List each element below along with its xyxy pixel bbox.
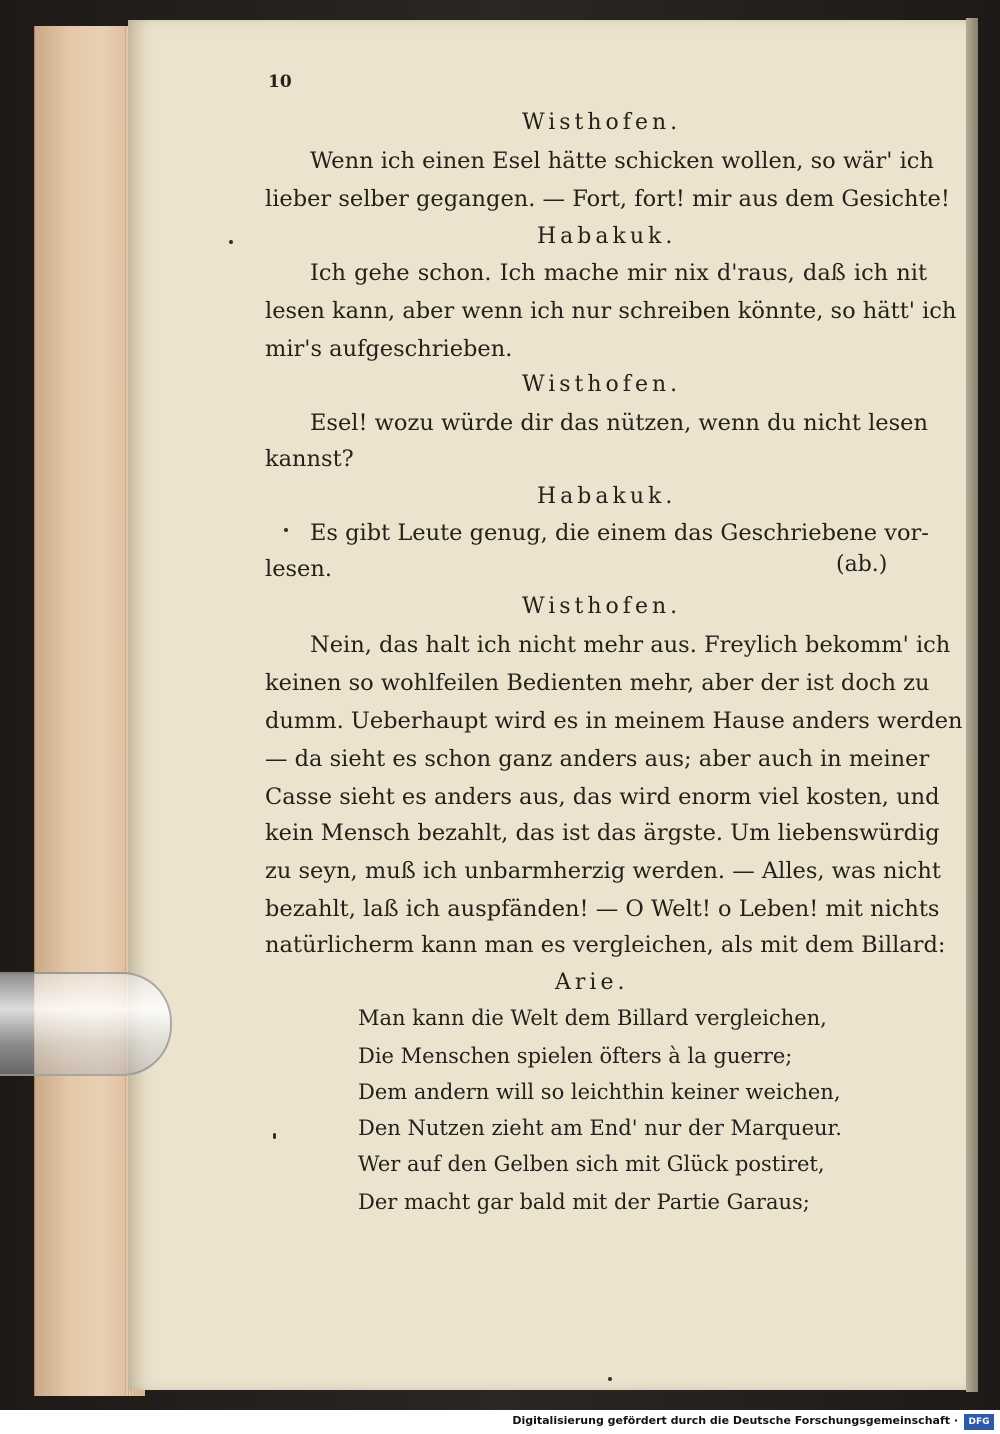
body-line: lieber selber gegangen. — Fort, fort! mir aus dem Gesichte!: [265, 186, 950, 212]
body-line: keinen so wohlfeilen Bedienten mehr, aber der ist doch zu: [265, 670, 930, 696]
body-line: kannst?: [265, 446, 354, 472]
footer-bar: [0, 1410, 1000, 1434]
footer-credit: Digitalisierung gefördert durch die Deutsche Forschungsgemeinschaft ·: [512, 1414, 958, 1427]
body-line: Wenn ich einen Esel hätte schicken wollen, so wär' ich: [310, 148, 934, 174]
body-line: bezahlt, laß ich auspfänden! — O Welt! o Leben! mit nichts: [265, 896, 940, 922]
body-line: natürlicherm kann man es vergleichen, als mit dem Billard:: [265, 932, 946, 958]
verse-line: Dem andern will so leichthin keiner weichen,: [358, 1080, 841, 1104]
page-right-edge: [966, 18, 978, 1392]
paper-speck: [608, 1377, 612, 1381]
body-line: Casse sieht es anders aus, das wird enorm viel kosten, und: [265, 784, 940, 810]
speaker-name: Wisthofen.: [522, 594, 682, 619]
speaker-name: Arie.: [555, 970, 629, 995]
body-line: lesen kann, aber wenn ich nur schreiben könnte, so hätt' ich: [265, 298, 957, 324]
verse-line: Den Nutzen zieht am End' nur der Marqueur.: [358, 1116, 842, 1140]
verse-line: Man kann die Welt dem Billard vergleichen,: [358, 1006, 827, 1030]
body-line: dumm. Ueberhaupt wird es in meinem Hause anders werden: [265, 708, 963, 734]
paper-speck: [284, 528, 288, 532]
verse-line: Wer auf den Gelben sich mit Glück postiret,: [358, 1152, 825, 1176]
paper-speck: [229, 240, 233, 244]
page-number: 10: [268, 72, 292, 92]
body-line: Ich gehe schon. Ich mache mir nix d'raus, daß ich nit: [310, 260, 927, 286]
dfg-logo: DFG: [964, 1414, 994, 1430]
stage-direction: (ab.): [836, 552, 888, 577]
body-line: — da sieht es schon ganz anders aus; aber auch in meiner: [265, 746, 930, 772]
body-line: mir's aufgeschrieben.: [265, 336, 513, 362]
speaker-name: Habakuk.: [537, 484, 677, 509]
paper-speck: [273, 1133, 276, 1139]
body-line: Es gibt Leute genug, die einem das Geschriebene vor-: [310, 520, 929, 546]
body-line: Esel! wozu würde dir das nützen, wenn du nicht lesen: [310, 410, 928, 436]
body-line: kein Mensch bezahlt, das ist das ärgste. Um liebenswürdig: [265, 820, 940, 846]
speaker-name: Wisthofen.: [522, 372, 682, 397]
speaker-name: Wisthofen.: [522, 110, 682, 135]
verse-line: Die Menschen spielen öfters à la guerre;: [358, 1044, 793, 1068]
glass-weight-object: [0, 972, 172, 1076]
verse-line: Der macht gar bald mit der Partie Garaus;: [358, 1190, 810, 1214]
body-line: lesen.: [265, 556, 333, 582]
speaker-name: Habakuk.: [537, 224, 677, 249]
body-line: Nein, das halt ich nicht mehr aus. Freylich bekomm' ich: [310, 632, 951, 658]
body-line: zu seyn, muß ich unbarmherzig werden. — Alles, was nicht: [265, 858, 941, 884]
